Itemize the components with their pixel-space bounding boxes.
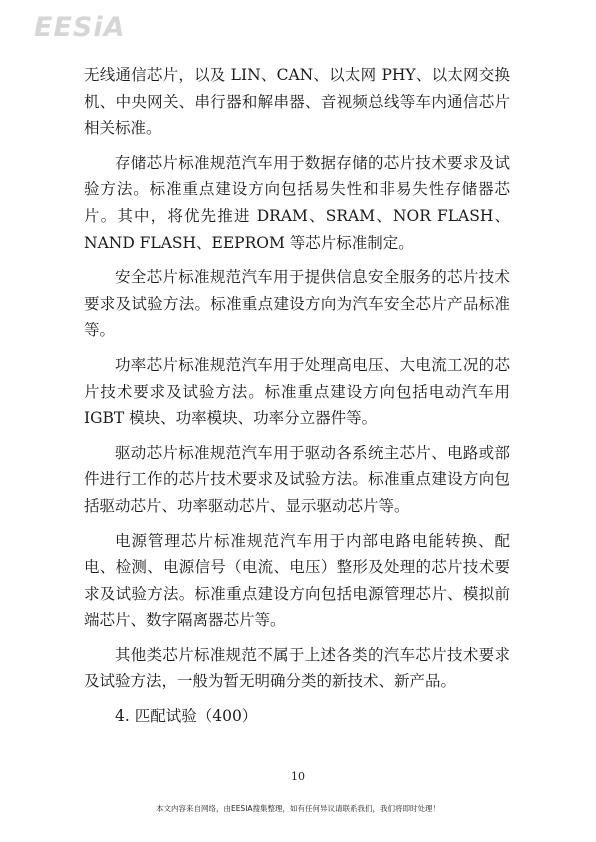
- footer-disclaimer: 本文内容来自网络，由EESIA搜集整理，如有任何异议请联系我们，我们将即时处理！: [155, 804, 441, 813]
- paragraph-power-chips: 功率芯片标准规范汽车用于处理高电压、大电流工况的芯片技术要求及试验方法。标准重点建设方向包括电动汽车用 IGBT 模块、功率模块、功率分立器件等。: [84, 355, 510, 428]
- paragraph-driver-chips: 驱动芯片标准规范汽车用于驱动各系统主芯片、电路或部件进行工作的芯片技术要求及试验方法。标准重点建设方向包括驱动芯片、功率驱动芯片、显示驱动芯片等。: [84, 443, 510, 515]
- paragraph-power-management-chips: 电源管理芯片标准规范汽车用于内部电路电能转换、配电、检测、电源信号（电流、电压）整形及处理的芯片技术要求及试验方法。标准重点建设方向包括电源管理芯片、模拟前端芯片、数字隔离器芯片等。: [84, 531, 510, 630]
- paragraph-storage-chips: 存储芯片标准规范汽车用于数据存储的芯片技术要求及试验方法。标准重点建设方向包括易失性和非易失性存储器芯片。其中，将优先推进 DRAM、SRAM、NOR FLASH、NAND FLASH、EEPROM 等芯片标准制定。: [84, 153, 510, 252]
- eesia-logo: EESiA: [34, 12, 126, 43]
- document-body: [84, 62, 510, 738]
- page-number: 10: [291, 770, 305, 783]
- paragraph-communication-chips: 无线通信芯片，以及 LIN、CAN、以太网 PHY、以太网交换机、中央网关、串行器和解串器、音视频总线等车内通信芯片相关标准。: [84, 66, 510, 138]
- paragraph-security-chips: 安全芯片标准规范汽车用于提供信息安全服务的芯片技术要求及试验方法。标准重点建设方向为汽车安全芯片产品标准等。: [84, 268, 510, 340]
- paragraph-other-chips: 其他类芯片标准规范不属于上述各类的汽车芯片技术要求及试验方法，一般为暂无明确分类的新技术、新产品。: [84, 645, 510, 691]
- section-heading: 4. 匹配试验（400）: [115, 707, 258, 726]
